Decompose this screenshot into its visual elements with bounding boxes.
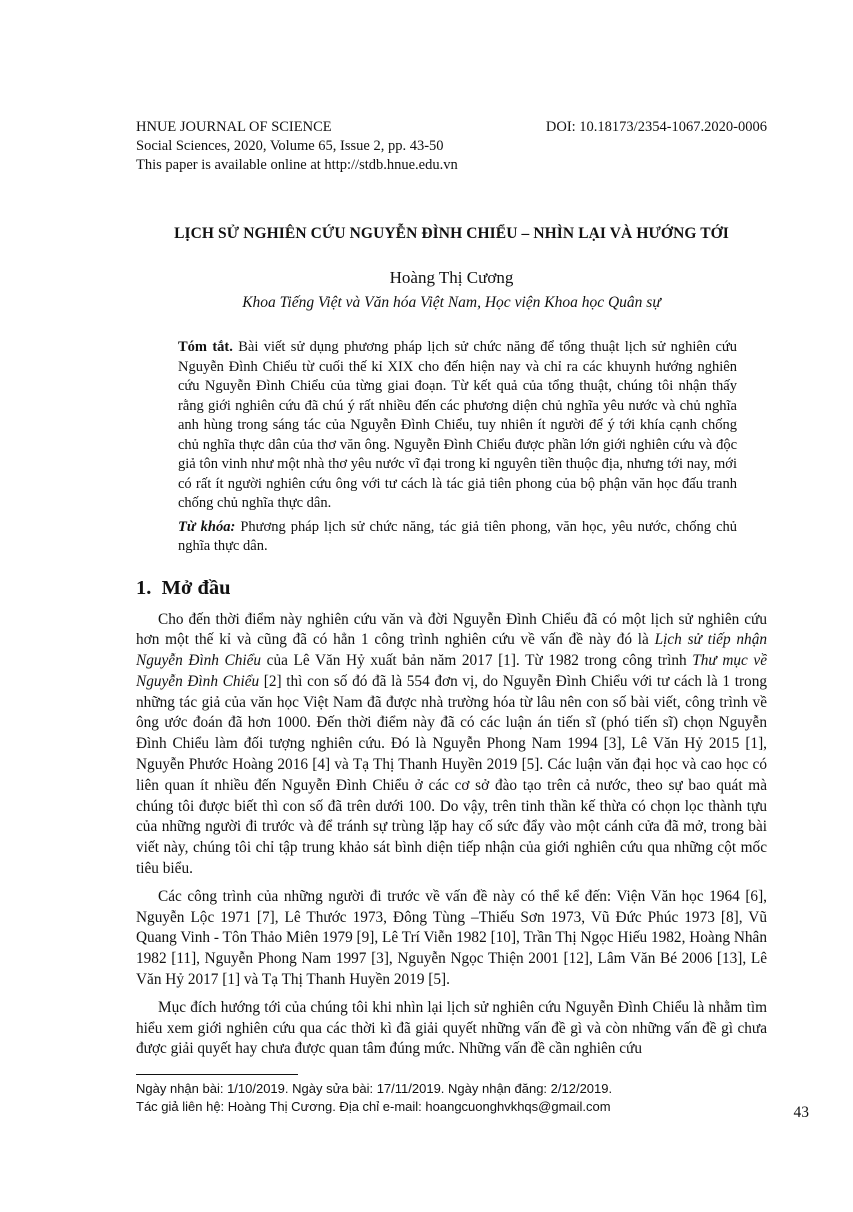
author-affiliation: Khoa Tiếng Việt và Văn hóa Việt Nam, Học viện Khoa học Quân sự bbox=[242, 294, 661, 311]
abstract-label: Tóm tắt. bbox=[178, 339, 233, 355]
cited-title: Thư mục về Nguyễn Đình Chiểu bbox=[136, 652, 767, 690]
page-number: 43 bbox=[793, 1104, 809, 1121]
footnote-contact: Tác giả liên hệ: Hoàng Thị Cương. Địa chỉ e-mail: hoangcuonghvkhqs@gmail.com bbox=[136, 1099, 611, 1115]
footnote-dates: Ngày nhận bài: 1/10/2019. Ngày sửa bài: 17/11/2019. Ngày nhận đăng: 2/12/2019. bbox=[136, 1081, 613, 1097]
section-heading bbox=[136, 577, 767, 600]
abstract bbox=[178, 338, 737, 514]
footnote-divider bbox=[136, 1074, 298, 1075]
issue-info: Social Sciences, 2020, Volume 65, Issue 2, pp. 43-50 bbox=[136, 138, 444, 154]
paragraph-text: của Lê Văn Hỷ xuất bản năm 2017 [1]. Từ 1982 trong công trình bbox=[261, 652, 693, 670]
journal-name: HNUE JOURNAL OF SCIENCE bbox=[136, 119, 332, 135]
body-paragraph-3: Mục đích hướng tới của chúng tôi khi nhìn lại lịch sử nghiên cứu Nguyễn Đình Chiểu là nhằm tìm hiểu xem giới nghiên cứu qua các thời kì đã giải quyết những vấn đề gì và còn những vấn đề gì chưa được giải quyết hay chưa được quan tâm đúng mức. Những vấn đề cần nghiên cứu bbox=[136, 998, 767, 1058]
author-name: Hoàng Thị Cương bbox=[389, 268, 514, 287]
abstract-text: Bài viết sử dụng phương pháp lịch sử chức năng để tổng thuật lịch sử nghiên cứu Nguyễn Đình Chiểu từ cuối thế kỉ XIX cho đến hiện nay và chỉ ra các khuynh hướng nghiên cứu Nguyễn Đình Chiểu của từng giai đoạn. Từ kết quả của tổng thuật, chúng tôi nhận thấy rằng giới nghiên cứu đã chú ý rất nhiều đến các phương diện chủ nghĩa yêu nước và chủ nghĩa anh hùng trong sáng tác của Nguyễn Đình Chiểu, tuy nhiên ít người để ý tới khía cạnh chống chủ nghĩa thực dân của thơ văn ông. Nguyễn Đình Chiểu được phần lớn giới nghiên cứu và độc giả tôn vinh như một nhà thơ yêu nước vĩ đại trong kỉ nguyên tiền thuộc địa, nhưng tới nay, mới có rất ít người nghiên cứu ông với tư cách là tác giả tiên phong của bộ phận văn học đấu tranh chống chủ nghĩa thực dân. bbox=[178, 339, 737, 511]
body-paragraph-2: Các công trình của những người đi trước về vấn đề này có thể kể đến: Viện Văn học 1964 [6], Nguyễn Lộc 1971 [7], Lê Thước 1973, Đông Tùng –Thiếu Sơn 1973, Vũ Đức Phúc 1973 [8], Vũ Quang Vinh - Tôn Thảo Miên 1979 [9], Lê Trí Viễn 1982 [10], Trần Thị Ngọc Hiếu 1982, Hoàng Nhân 1982 [11], Nguyễn Phong Nam 1997 [3], Nguyễn Ngọc Thiện 2001 [12], Lâm Văn Bé 2006 [13], Lê Văn Hỷ 2017 [1] và Tạ Thị Thanh Huyền 2019 [5]. bbox=[136, 887, 767, 989]
journal-header bbox=[136, 118, 767, 137]
doi: DOI: 10.18173/2354-1067.2020-0006 bbox=[545, 119, 767, 135]
keywords bbox=[178, 518, 737, 557]
keywords-text: Phương pháp lịch sử chức năng, tác giả tiên phong, văn học, yêu nước, chống chủ nghĩa thực dân. bbox=[178, 518, 738, 554]
keywords-label: Từ khóa: bbox=[178, 518, 236, 535]
paragraph-text: [2] thì con số đó đã là 554 đơn vị, do Nguyễn Đình Chiểu với tư cách là 1 trong những tác giả của văn học Việt Nam đã được nhà trường hóa từ lâu nên con số bài viết, công trình về ông ước đoán đã hơn 1000. Đến thời điểm này đã có các luận án tiến sĩ (phó tiến sĩ) chọn Nguyễn Đình Chiểu làm đối tượng nghiên cứu. Đó là Nguyễn Phong Nam 1994 [3], Lê Văn Hỷ 2015 [1], Nguyễn Phước Hoàng 2016 [4] và Tạ Thị Thanh Huyền 2019 [5]. Các luận văn đại học và cao học có liên quan ít nhiều đến Nguyễn Đình Chiểu ở các cơ sở đào tạo trên cả nước, theo sự bao quát mà chúng tôi được biết thì con số đã trên dưới 100. Do vậy, trên tinh thần kế thừa có chọn lọc thành tựu của những người đi trước và để tránh sự trùng lặp hay cố sức đẩy vào một cánh cửa đã mở, trong bài viết này, chúng tôi chỉ tập trung khảo sát bình diện tiếp nhận của giới nghiên cứu qua những cột mốc tiêu biểu. bbox=[136, 672, 767, 878]
section-number: 1. bbox=[136, 576, 152, 599]
availability-note: This paper is available online at http://stdb.hnue.edu.vn bbox=[136, 157, 458, 173]
section-title: Mở đầu bbox=[161, 576, 231, 599]
paper-title: LỊCH SỬ NGHIÊN CỨU NGUYỄN ĐÌNH CHIỂU – NHÌN LẠI VÀ HƯỚNG TỚI bbox=[174, 225, 729, 242]
body-paragraph-1 bbox=[136, 610, 767, 880]
cited-title: Lịch sử tiếp nhận Nguyễn Đình Chiểu bbox=[136, 631, 767, 670]
paragraph-text: Cho đến thời điểm này nghiên cứu văn và đời Nguyễn Đình Chiểu đã có một lịch sử nghiên cứu hơn một thế kỉ và cũng đã có hẳn 1 công trình nghiên cứu về vấn đề này đó là bbox=[136, 610, 767, 649]
